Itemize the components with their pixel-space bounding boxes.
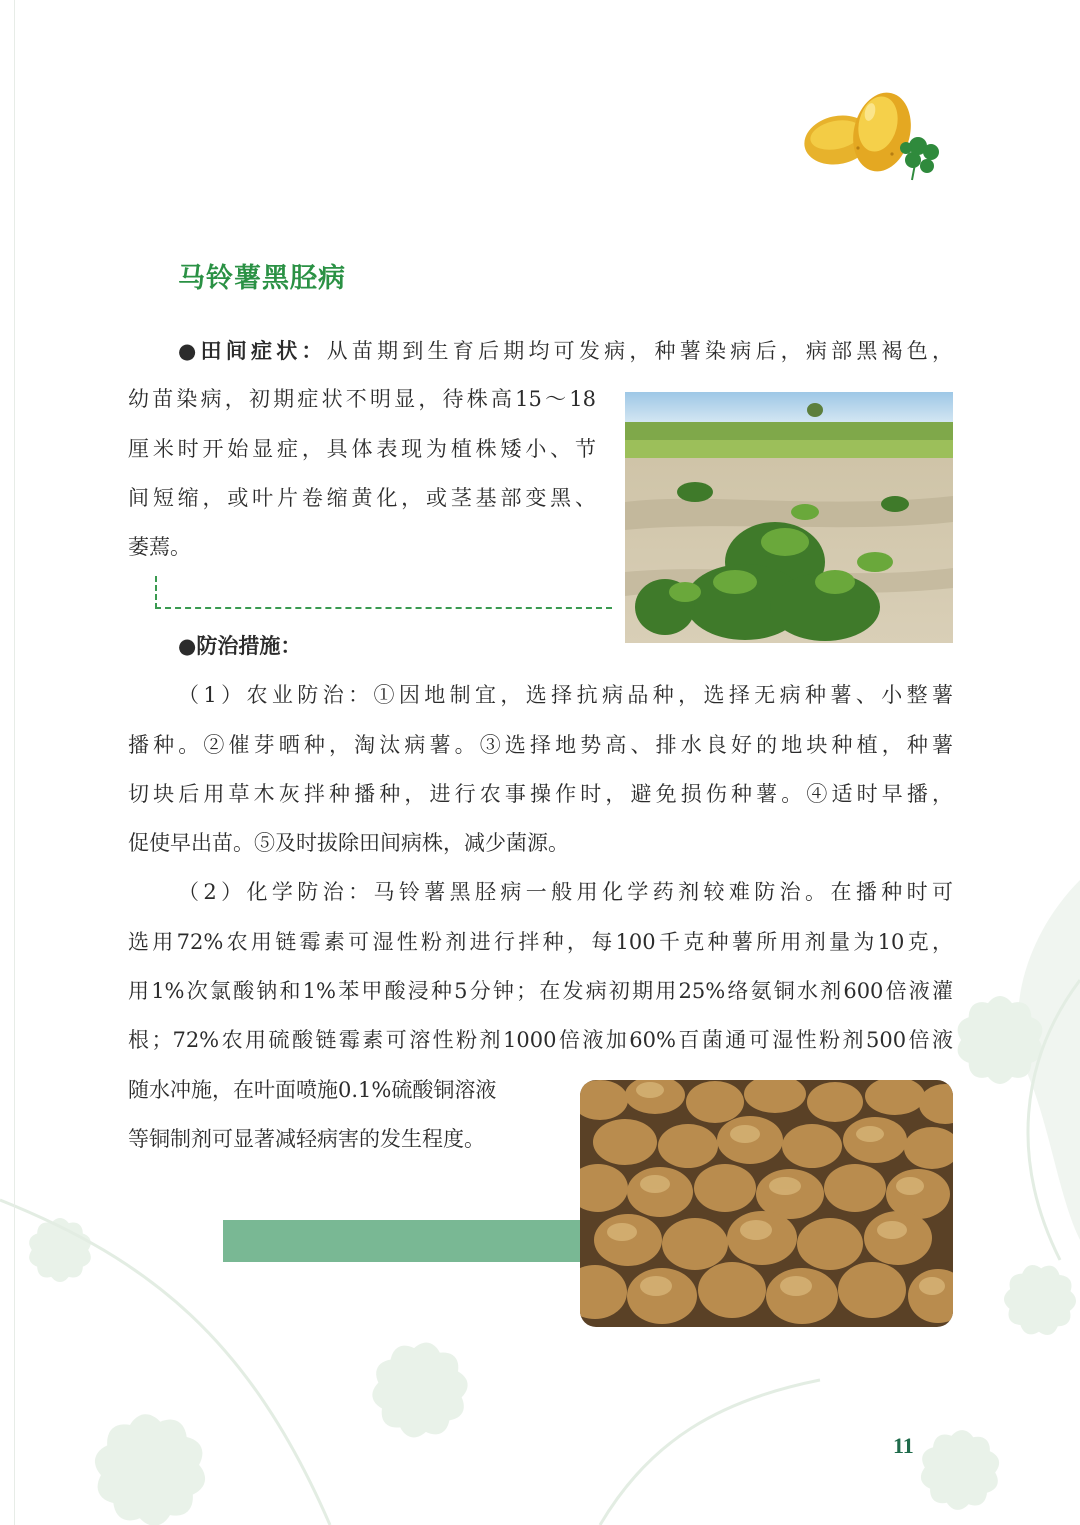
chem-control-line: 用1%次氯酸钠和1%苯甲酸浸种5分钟；在发病初期用25%络氨铜水剂600倍液灌 — [128, 979, 953, 1003]
chem-control-line: 随水冲施，在叶面喷施0.1%硫酸铜溶液 — [128, 1078, 497, 1102]
left-margin-line — [14, 0, 15, 1525]
symptoms-line: 萎蔫。 — [128, 535, 191, 559]
control-label: ●防治措施： — [178, 634, 302, 658]
agri-control-line: 切块后用草木灰拌种播种，进行农事操作时，避免损伤种薯。④适时早播， — [128, 782, 953, 806]
potato-field-photo — [625, 392, 953, 643]
symptoms-text: 从苗期到生育后期均可发病，种薯染病后，病部黑褐色， — [326, 339, 954, 363]
chem-control-line: 等铜制剂可显著减轻病害的发生程度。 — [128, 1127, 485, 1151]
symptoms-label: ●田间症状： — [178, 339, 327, 363]
potato-icon — [800, 88, 950, 188]
agri-control-line: （1）农业防治：①因地制宜，选择抗病品种，选择无病种薯、小整薯 — [178, 683, 953, 707]
chem-control-line: （2）化学防治：马铃薯黑胫病一般用化学药剂较难防治。在播种时可 — [178, 880, 953, 904]
chem-control-line: 根；72%农用硫酸链霉素可溶性粉剂1000倍液加60%百菌通可湿性粉剂500倍液 — [128, 1028, 953, 1052]
page-title: 马铃薯黑胫病 — [178, 263, 346, 294]
parsley-icon — [900, 137, 939, 180]
chem-control-line: 选用72%农用链霉素可湿性粉剂进行拌种，每100千克种薯所用剂量为10克， — [128, 930, 953, 954]
dashed-divider — [155, 576, 612, 609]
symptoms-first-line — [178, 336, 953, 366]
agri-control-line: 播种。②催芽晒种，淘汰病薯。③选择地势高、排水良好的地块种植，种薯 — [128, 733, 953, 757]
symptoms-line: 厘米时开始显症，具体表现为植株矮小、节 — [128, 437, 596, 461]
harvested-potatoes-photo — [580, 1080, 953, 1327]
symptoms-line: 幼苗染病，初期症状不明显，待株高15～18 — [128, 387, 596, 411]
page-number: 11 — [893, 1433, 914, 1458]
decorative-green-bar — [223, 1220, 598, 1262]
symptoms-line: 间短缩，或叶片卷缩黄化，或茎基部变黑、 — [128, 486, 596, 510]
agri-control-line: 促使早出苗。⑤及时拔除田间病株，减少菌源。 — [128, 831, 569, 855]
